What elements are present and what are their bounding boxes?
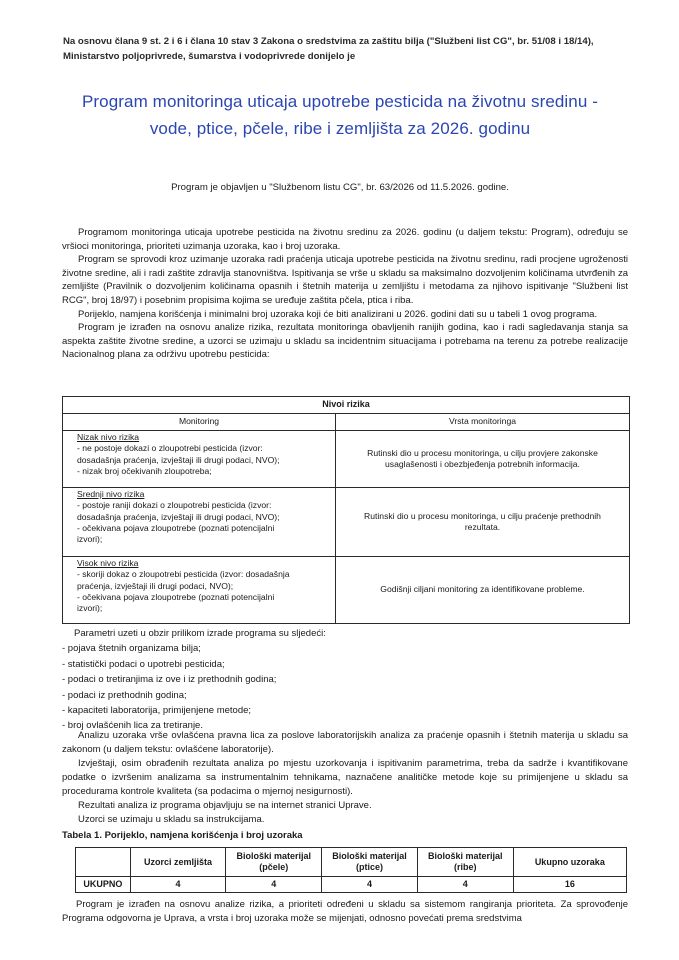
table-row xyxy=(63,431,630,488)
paragraph: Porijeklo, namjena korišćenja i minimalni broj uzoraka koji će biti analizirani u 2026. godini dati su u tabeli 1 ovog programa. xyxy=(78,308,598,320)
legal-basis-intro xyxy=(63,34,638,64)
table-row xyxy=(63,488,630,557)
column-header: Biološki materijal (ribe) xyxy=(417,848,513,877)
list-item: - podaci o tretiranjima iz ove i iz prethodnih godina; xyxy=(62,674,277,686)
table-cell: 4 xyxy=(130,877,226,893)
risk-criterion: dosadašnja praćenja, izvještaji ili drugi podaci, NVO); xyxy=(77,511,280,522)
risk-criterion: dosadašnja praćenja, izvještaji ili drugi podaci, NVO); xyxy=(77,454,280,465)
monitoring-type-cell: Godišnji ciljani monitoring za identifikovane probleme. xyxy=(336,557,630,624)
table-header-row xyxy=(76,848,627,877)
paragraph: Uzorci se uzimaju u skladu sa instrukcijama. xyxy=(78,814,265,825)
publication-note: Program je objavljen u "Službenom listu CG", br. 63/2026 od 11.5.2026. godine. xyxy=(171,182,509,193)
list-item: - broj ovlašćenih lica za tretiranje. xyxy=(62,720,203,732)
paragraph: Programom monitoringa uticaja upotrebe pesticida na životnu sredinu za 2026. godinu (u daljem tekstu: Program), određuju se vršioci monitoringa, prioriteti uzimanja uzoraka, kao i broj uzoraka. xyxy=(62,227,628,252)
samples-table xyxy=(75,847,627,893)
monitoring-type-cell: Rutinski dio u procesu monitoringa, u cilju praćenje prethodnih rezultata. xyxy=(336,488,630,557)
risk-criterion: izvori); xyxy=(77,603,103,614)
risk-criterion: - skoriji dokaz o zloupotrebi pesticida (izvor: dosadašnja xyxy=(77,569,290,580)
risk-criterion: izvori); xyxy=(77,534,103,545)
intro-line-1: Na osnovu člana 9 st. 2 i 6 i člana 10 stav 3 Zakona o sredstvima za zaštitu bilja ("Službeni list CG", br. 51/08 i 18/14), xyxy=(63,36,594,47)
risk-level-cell xyxy=(63,557,336,624)
list-item: - kapaciteti laboratorija, primijenjene metode; xyxy=(62,705,252,717)
paragraph: Analizu uzoraka vrše ovlašćena pravna lica za poslove laboratorijskih analiza za praćenje opasnih i štetnih materija u skladu sa zakonom (u daljem tekstu: ovlašćene laboratorije). xyxy=(62,730,628,755)
table-cell: 4 xyxy=(322,877,418,893)
column-header: Uzorci zemljišta xyxy=(130,848,226,877)
parameters-list xyxy=(62,626,628,734)
title-line-2: vode, ptice, pčele, ribe i zemljišta za 2026. godinu xyxy=(149,119,531,138)
column-header-monitoring: Monitoring xyxy=(63,414,336,431)
table-cell: UKUPNO xyxy=(76,877,131,893)
risk-table-title: Nivoi rizika xyxy=(63,397,630,414)
table-cell: 4 xyxy=(226,877,322,893)
risk-level-name: Srednji nivo rizika xyxy=(77,489,145,499)
column-header xyxy=(76,848,131,877)
table-cell: 16 xyxy=(513,877,626,893)
parameters-lead: Parametri uzeti u obzir prilikom izrade programa su sljedeći: xyxy=(74,628,326,639)
body-paragraphs-2 xyxy=(62,729,628,827)
risk-criterion: - očekivana pojava zloupotrebe (poznati potencijalni xyxy=(77,522,275,533)
paragraph: Izvještaji, osim obrađenih rezultata analiza po mjestu uzorkovanja i ispitivanim parametrima, treba da sadrže i kvantifikovane podatke o izvršenim analizama sa instrumentalnim tehnikama, naznačene analitičke metode koje su primijenjene u skladu sa procedurama kontrole kvaliteta (sa podacima o mjernoj nesigurnosti). xyxy=(62,758,628,797)
document-title xyxy=(40,88,640,142)
list-item: - pojava štetnih organizama bilja; xyxy=(62,643,201,655)
risk-criterion: - očekivana pojava zloupotrebe (poznati potencijalni xyxy=(77,591,275,602)
column-header: Biološki materijal (ptice) xyxy=(322,848,418,877)
paragraph: Program je izrađen na osnovu analize rizika, rezultata monitoringa obavljenih ranijih godina, kao i radi sagledavanja stanja sa aspekta zaštite životne sredine, a uzorci se uzimaju u skladu sa incidentnim situacijama i potrebama na terenu za potrebe realizacije Nacionalnog plana za održivu upotrebu pesticida: xyxy=(62,322,628,361)
paragraph: Program se sprovodi kroz uzimanje uzoraka radi praćenja uticaja upotrebe pesticida na životnu sredinu, radi procjene ugroženosti životne sredine, ali i radi zaštite zdravlja stanovništva. Ispitivanja se vrše u skladu sa maksimalno dozvoljenim količinama utvrđenih za zemljište (Pravilnik o dozvoljenim količinama opasnih i štetnih materija u zemljištu i metodama za njihovo ispitivanje "Službeni list RCG", broj 18/97) i posebnim propisima kojima se uređuje zaštita pčela, ptica i riba. xyxy=(62,254,628,306)
list-item: - podaci iz prethodnih godina; xyxy=(62,689,187,701)
risk-criterion: - postoje raniji dokazi o zloupotrebi pesticida (izvor: xyxy=(77,500,272,511)
title-line-1: Program monitoringa uticaja upotrebe pesticida na životnu sredinu - xyxy=(81,92,599,111)
risk-level-cell xyxy=(63,488,336,557)
paragraph: Rezultati analiza iz programa objavljuju se na internet stranici Uprave. xyxy=(78,800,372,811)
table-cell: 4 xyxy=(417,877,513,893)
closing-paragraph: Program je izrađen na osnovu analize rizika, a prioriteti određeni u skladu sa sistemom rangiranja prioriteta. Za sprovođenje Programa odgovorna je Uprava, a vrsta i broj uzoraka može se mijenjati, odnosno povećati prema sredstvima xyxy=(62,899,628,924)
column-header-type: Vrsta monitoringa xyxy=(336,414,630,431)
risk-level-cell xyxy=(63,431,336,488)
risk-level-name: Visok nivo rizika xyxy=(77,558,139,568)
risk-criterion: praćenja, izvještaji ili drugi podaci, NVO); xyxy=(77,580,234,591)
table-row xyxy=(63,557,630,624)
table-caption: Tabela 1. Porijeklo, namjena korišćenja i broj uzoraka xyxy=(62,830,303,841)
risk-levels-table xyxy=(62,396,630,624)
risk-level-name: Nizak nivo rizika xyxy=(77,432,140,442)
risk-criterion: - nizak broj očekivanih zloupotreba; xyxy=(77,465,212,476)
list-item: - statistički podaci o upotrebi pesticida; xyxy=(62,658,225,670)
risk-criterion: - ne postoje dokazi o zloupotrebi pesticida (izvor: xyxy=(77,443,263,454)
table-row xyxy=(76,877,627,893)
column-header: Ukupno uzoraka xyxy=(513,848,626,877)
column-header: Biološki materijal (pčele) xyxy=(226,848,322,877)
intro-line-2: Ministarstvo poljoprivrede, šumarstva i vodoprivrede donijelo je xyxy=(63,51,356,62)
monitoring-type-cell: Rutinski dio u procesu monitoringa, u cilju provjere zakonske usaglašenosti i obezbjeđenja potrebnih informacija. xyxy=(336,431,630,488)
body-paragraphs xyxy=(62,226,628,362)
